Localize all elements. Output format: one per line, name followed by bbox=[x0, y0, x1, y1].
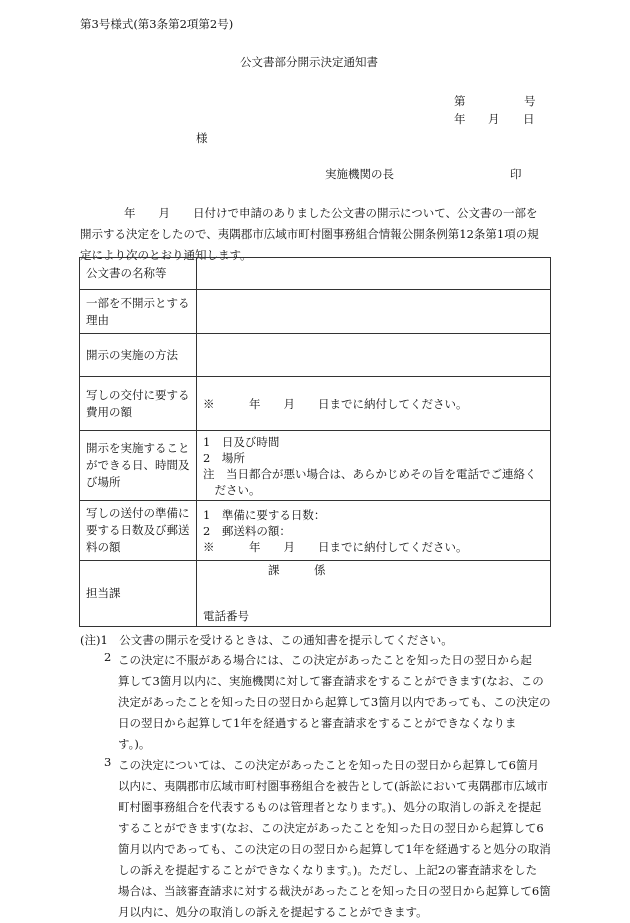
note-line: 月以内に、処分の取消しの訴えを提起することができます。 bbox=[118, 905, 428, 919]
date-day: 日 bbox=[523, 112, 535, 126]
section-line: 課 係 bbox=[268, 563, 326, 577]
note-3 bbox=[80, 755, 560, 923]
note-line: 算して3箇月以内に、実施機関に対して審査請求をすることができます(なお、この bbox=[118, 674, 544, 688]
label-document-name: 公文書の名称等 bbox=[80, 258, 197, 290]
table-row bbox=[80, 377, 551, 431]
value-document-name bbox=[197, 258, 551, 290]
label-department: 担当課 bbox=[80, 561, 197, 627]
value-department bbox=[197, 561, 551, 627]
label-disclosure-method: 開示の実施の方法 bbox=[80, 334, 197, 377]
page-title: 公文書部分開示決定通知書 bbox=[240, 55, 378, 69]
label-nondisclosure-reason: 一部を不開示とする 理由 bbox=[80, 290, 197, 334]
seal-mark: 印 bbox=[510, 167, 522, 181]
table-row bbox=[80, 431, 551, 501]
note-line: することができます(なお、この決定があったことを知った日の翌日から起算して6 bbox=[118, 821, 544, 835]
intro-line: 開示する決定をしたので、夷隅郡市広域市町村圏事務組合情報公開条例第12条第1項の規 bbox=[80, 227, 539, 241]
value-nondisclosure-reason bbox=[197, 290, 551, 334]
form-label: 第3号様式(第3条第2項第2号) bbox=[80, 17, 234, 31]
note-2 bbox=[80, 650, 560, 755]
note-line: 決定があったことを知った日の翌日から起算して3箇月以内であっても、この決定の bbox=[118, 695, 551, 709]
note-line: 町村圏事務組合を代表するものは管理者となります。)、処分の取消しの訴えを提起 bbox=[118, 800, 542, 814]
notes-section bbox=[80, 630, 560, 923]
label-copy-fee: 写しの交付に要する 費用の額 bbox=[80, 377, 197, 431]
note-line: この決定については、この決定があったことを知った日の翌日から起算して6箇月 bbox=[118, 758, 539, 772]
phone-label: 電話番号 bbox=[203, 609, 249, 623]
value-mailing-info: 1 準備に要する日数： 2 郵送料の額： ※ 年 月 日までに納付してください。 bbox=[197, 501, 551, 561]
note-1: (注)1 公文書の開示を受けるときは、この通知書を提示してください。 bbox=[80, 633, 453, 647]
value-disclosure-schedule: 1 日及び時間 2 場所 注 当日都合が悪い場合は、あらかじめその旨を電話でご連絡く ださい。 bbox=[197, 431, 551, 501]
table-row bbox=[80, 501, 551, 561]
note-line: 以内に、夷隅郡市広域市町村圏事務組合を被告として(訴訟において夷隅郡市広域市 bbox=[118, 779, 548, 793]
number-prefix: 第 bbox=[454, 94, 466, 108]
date-year: 年 bbox=[454, 112, 466, 126]
label-disclosure-schedule: 開示を実施すること ができる日、時間及 び場所 bbox=[80, 431, 197, 501]
label-mailing-info: 写しの送付の準備に 要する日数及び郵送 料の額 bbox=[80, 501, 197, 561]
disclosure-table bbox=[79, 257, 551, 627]
note-line: しの訴えを提起することができなくなります。)。ただし、上記2の審査請求をした bbox=[118, 863, 538, 877]
note-line: 箇月以内であっても、この決定の日の翌日から起算して1年を経過すると処分の取消 bbox=[118, 842, 551, 856]
note-number: 2 bbox=[104, 650, 112, 664]
table-row bbox=[80, 258, 551, 290]
value-copy-fee: ※ 年 月 日までに納付してください。 bbox=[197, 377, 551, 431]
note-line: す。)。 bbox=[118, 737, 151, 751]
table-row bbox=[80, 290, 551, 334]
table-row bbox=[80, 334, 551, 377]
table-row bbox=[80, 561, 551, 627]
note-line: 場合は、当該審査請求に対する裁決があったことを知った日の翌日から起算して6箇 bbox=[118, 884, 551, 898]
issuer-label: 実施機関の長 bbox=[325, 167, 394, 181]
note-line: この決定に不服がある場合には、この決定があったことを知った日の翌日から起 bbox=[118, 653, 532, 667]
intro-line: 定により次のとおり通知します。 bbox=[80, 248, 252, 262]
intro-line: 年 月 日付けで申請のありました公文書の開示について、公文書の一部を bbox=[124, 206, 538, 220]
number-suffix: 号 bbox=[524, 94, 536, 108]
date-month: 月 bbox=[488, 112, 500, 126]
note-line: 日の翌日から起算して1年を経過すると審査請求をすることができなくなりま bbox=[118, 716, 517, 730]
addressee-suffix: 様 bbox=[196, 131, 208, 145]
value-disclosure-method bbox=[197, 334, 551, 377]
note-number: 3 bbox=[104, 755, 112, 769]
